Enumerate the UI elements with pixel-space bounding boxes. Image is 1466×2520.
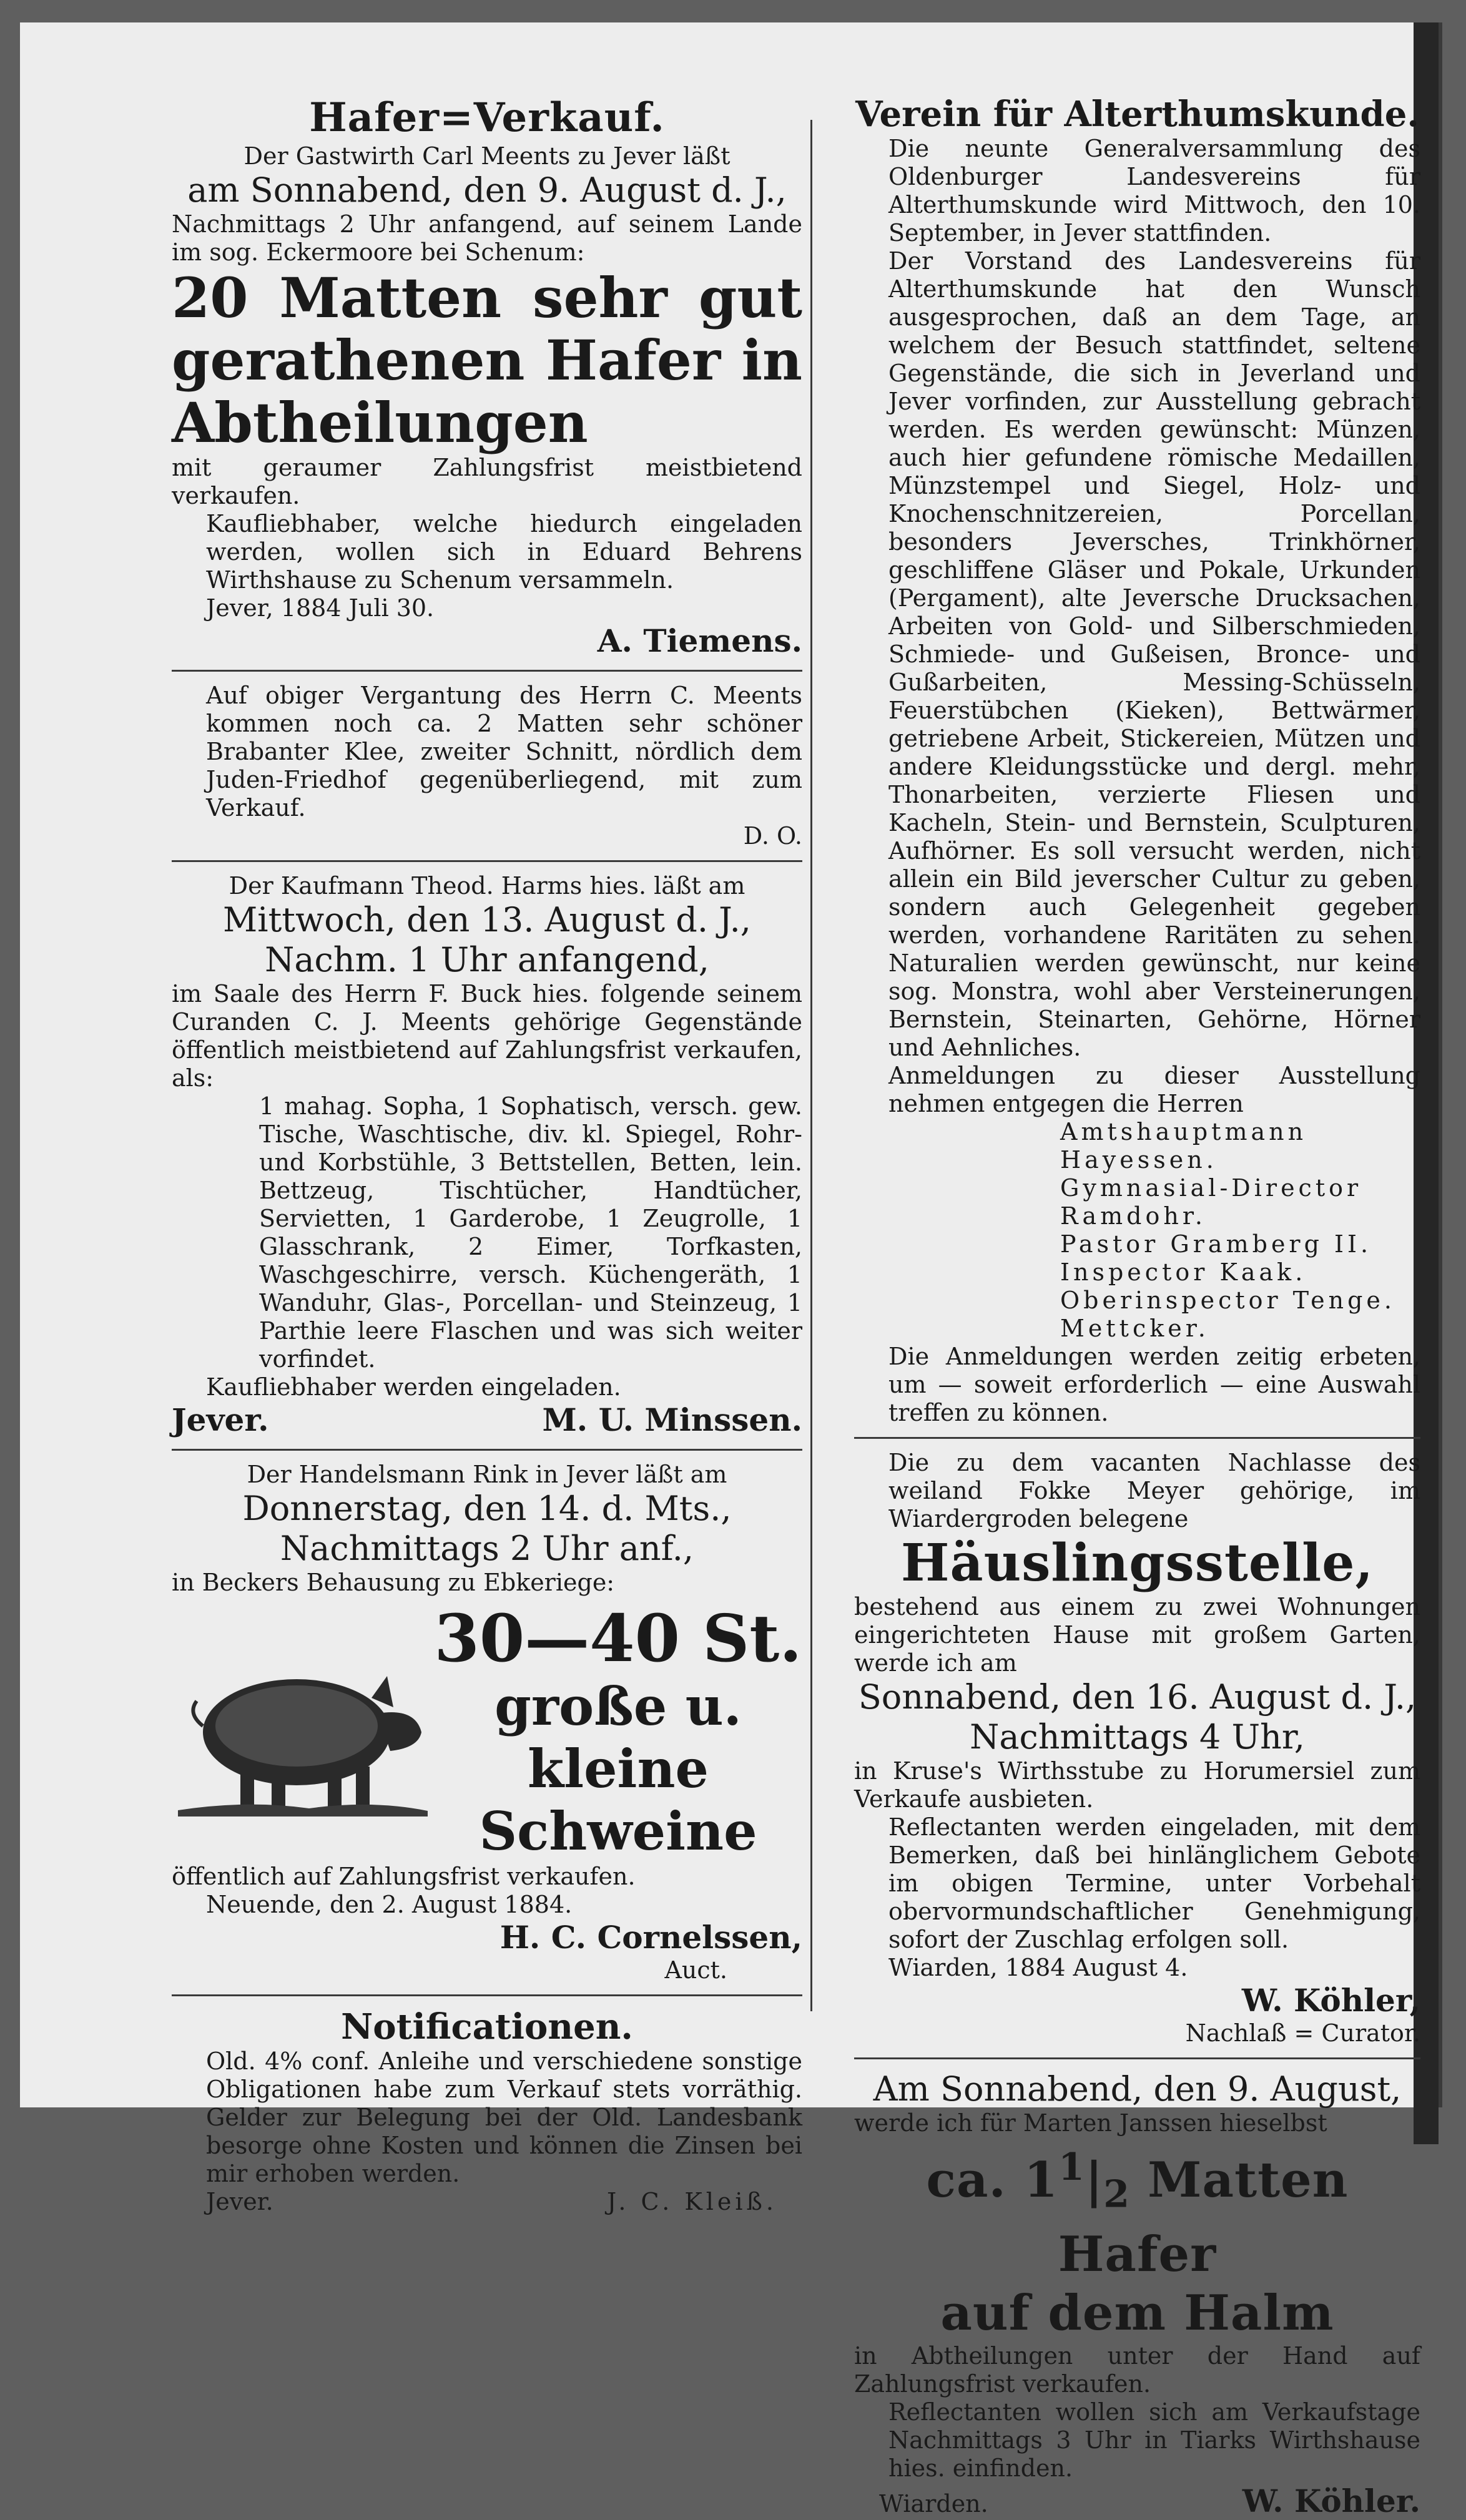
names-list — [854, 1118, 1420, 1343]
ad-signature: M. U. Minssen. — [542, 1401, 802, 1438]
section-rule — [172, 1449, 802, 1451]
ad-text: Auf obiger Vergantung des Herrn C. Meents kommen noch ca. 2 Matten sehr schöner Brabanter Klee, zweiter Schnitt, nördlich dem Juden-Friedhof gegenüberliegend, mit zum Verkauf. — [206, 682, 802, 821]
section-rule — [854, 2057, 1420, 2059]
ad-paragraph: Die Anmeldungen werden zeitig erbeten, um — soweit erforderlich — eine Auswahl treffen zu können. — [888, 1343, 1420, 1426]
ad-line: Der Gastwirth Carl Meents zu Jever läßt — [244, 142, 731, 170]
ad-title: Verein für Alterthumskunde. — [855, 94, 1419, 135]
section-rule — [172, 670, 802, 672]
column-divider — [810, 120, 812, 2011]
fraction-numerator: 1 — [1058, 2145, 1085, 2189]
ad-title: Häuslingsstelle, — [900, 1533, 1374, 1593]
ad-date-line: Donnerstag, den 14. d. Mts., — [242, 1489, 732, 1528]
ad-initials: D. O. — [743, 822, 802, 850]
ad-line: Reflectanten wollen sich am Verkaufstage Nachmittags 3 Uhr in Tiarks Wirthshause hies. einfinden. — [888, 2398, 1420, 2482]
ad-line: öffentlich auf Zahlungsfrist verkaufen. — [172, 1863, 636, 1890]
ad-signature: W. Köhler. — [1242, 2482, 1420, 2519]
name-entry: Mettcker. — [1060, 1315, 1209, 1342]
ad-item-list: 1 mahag. Sopha, 1 Sophatisch, versch. gew. Tische, Waschtische, div. kl. Spiegel, Rohr- und Korbstühle, 3 Bettstellen, Betten, lein. Bettzeug, Tischtücher, Handtücher, Servietten, 1 Garderobe, 1 Zeugrolle, 1 Glasschrank, 2 Eimer, Torfkasten, Waschgeschirre, versch. Küchengeräth, 1 Wanduhr, Glas-, Porcellan- und Steinzeug, 1 Parthie leere Flaschen und was sich weiter vorfindet. — [259, 1092, 802, 1373]
ad-line: im Saale des Herrn F. Buck hies. folgende seinem Curanden C. J. Meents gehörige Gegenstände öffentlich meistbietend auf Zahlungsfrist verkaufen, als: — [172, 980, 802, 1092]
ad-line: Der Handelsmann Rink in Jever läßt am — [247, 1461, 727, 1488]
ad-title: Notificationen. — [341, 2006, 633, 2047]
name-entry: Inspector Kaak. — [1060, 1258, 1307, 1286]
ad-line: werde ich für Marten Janssen hieselbst — [854, 2109, 1327, 2137]
ad-place: Jever. — [172, 1401, 269, 1438]
ad-time-line: Nachmittags 4 Uhr, — [970, 1717, 1305, 1757]
ad-headline: auf dem Halm — [940, 2284, 1334, 2341]
ad-hafer-halm — [854, 2069, 1420, 2520]
ad-paragraph: Der Vorstand des Landesvereins für Alterthumskunde hat den Wunsch ausgesprochen, daß an dem Tage, an welchem der Besuch stattfindet, seltene Gegenstände, die sich in Jeverland und Jever vorfinden, zur Ausstellung gebracht werden. Es werden gewünscht: Münzen, auch hier gefundene römische Medaillen, Münzstempel und Siegel, Holz- und Knochenschnitzereien, Porcellan, besonders Jeversches, Trinkhörner, geschliffene Gläser und Pokale, Urkunden (Pergament), alte Jeversche Drucksachen, Arbeiten von Gold- und Silberschmieden, Schmiede- und Gußeisen, Bronce- und Gußarbeiten, Messing-Schüsseln, Feuerstübchen (Kieken), Bettwärmer, getriebene Arbeit, Stickereien, Mützen und andere Kleidungsstücke und dergl. mehr, Thonarbeiten, verzierte Fliesen und Kacheln, Stein- und Bernstein, Sculpturen, Aufhörner. Es soll versucht werden, nicht allein ein Bild jeverscher Cultur zu geben, sondern auch Gelegenheit gegeben werden, vorhandene Raritäten zu sehen. Naturalien werden gewünscht, nur keine sog. Monstra, wohl aber Versteinerungen, Bernstein, Steinarten, Gehörne, Hörner und Aehnliches. — [888, 247, 1420, 1061]
ad-hafer-verkauf — [172, 94, 802, 660]
ad-notificationen — [172, 2006, 802, 2216]
section-rule — [172, 1994, 802, 1996]
ad-line: in Kruse's Wirthsstube zu Horumersiel zum Verkaufe ausbieten. — [854, 1757, 1420, 1813]
ad-auction-harms — [172, 872, 802, 1439]
headline-prefix: ca. 1 — [926, 2152, 1059, 2209]
ad-headline: ca. $1^1|_2$ Matten Hafer — [926, 2145, 1349, 2283]
pig-block — [172, 1602, 802, 1863]
ad-place: Wiarden. — [879, 2489, 988, 2518]
ad-headline: 20 Matten sehr gut gerathenen Hafer in Abtheilungen — [172, 265, 802, 455]
ad-date-line: Am Sonnabend, den 9. August, — [873, 2069, 1402, 2109]
section-rule — [172, 860, 802, 862]
ad-line: in Beckers Behausung zu Ebkeriege: — [172, 1569, 615, 1596]
ad-footer — [172, 1401, 802, 1439]
ad-title: Hafer=Verkauf. — [309, 94, 665, 141]
ad-text: Old. 4% conf. Anleihe und verschiedene sonstige Obligationen habe zum Verkauf stets vorräthig. Gelder zur Belegung bei der Old. Landesbank besorge ohne Kosten und können die Zinsen bei mir erhoben werden. — [206, 2047, 802, 2187]
ad-time-line: Nachmittags 2 Uhr anf., — [280, 1529, 694, 1568]
pig-illustration — [172, 1639, 434, 1826]
ad-date-line: Sonnabend, den 16. August d. J., — [858, 1677, 1417, 1717]
ad-paragraph: Die neunte Generalversammlung des Oldenburger Landesvereins für Alterthumskunde wird Mittwoch, den 10. September, in Jever stattfinden. — [888, 135, 1420, 247]
ad-role: Nachlaß = Curator. — [1185, 2019, 1420, 2047]
ad-line: Reflectanten werden eingeladen, mit dem Bemerken, daß bei hinlänglichem Gebote im obigen Termine, unter Vorbehalt obervormundschaftlicher Genehmigung, sofort der Zuschlag erfolgen soll. — [888, 1813, 1420, 1953]
right-column — [854, 94, 1420, 2520]
left-column — [172, 94, 802, 2216]
ad-signature: A. Tiemens. — [597, 622, 802, 659]
section-rule — [854, 1437, 1420, 1439]
ad-dateline: Wiarden, 1884 August 4. — [888, 1954, 1188, 1981]
ad-line: Kaufliebhaber, welche hiedurch eingeladen werden, wollen sich in Eduard Behrens Wirthshause zu Schenum versammeln. — [206, 510, 802, 594]
ad-line: Die zu dem vacanten Nachlasse des weiland Fokke Meyer gehörige, im Wiardergroden belegene — [888, 1449, 1420, 1532]
ad-dateline: Neuende, den 2. August 1884. — [206, 1891, 573, 1918]
ad-signature: J. C. Kleiß. — [607, 2188, 777, 2215]
ad-date-line: am Sonnabend, den 9. August d. J., — [187, 170, 787, 210]
pig-headline — [434, 1602, 802, 1863]
name-entry: Amtshauptmann Hayessen. — [1060, 1118, 1307, 1174]
ad-line: Kaufliebhaber werden eingeladen. — [206, 1373, 621, 1401]
ad-line: in Abtheilungen unter der Hand auf Zahlungsfrist verkaufen. — [854, 2341, 1420, 2398]
fraction-denominator: 2 — [1103, 2172, 1131, 2217]
name-entry: Oberinspector Tenge. — [1060, 1287, 1395, 1314]
ad-klee — [172, 682, 802, 850]
ad-dateline: Jever, 1884 Juli 30. — [206, 594, 435, 622]
ad-paragraph: Anmeldungen zu dieser Ausstellung nehmen entgegen die Herren — [888, 1062, 1420, 1117]
name-entry: Pastor Gramberg II. — [1060, 1230, 1372, 1258]
ad-line: Der Kaufmann Theod. Harms hies. läßt am — [229, 872, 745, 900]
ad-line: Nachmittags 2 Uhr anfangend, auf seinem Lande im sog. Eckermoore bei Schenum: — [172, 210, 802, 266]
ad-verein-alterthumskunde — [854, 94, 1420, 1427]
ad-place: Jever. — [206, 2188, 273, 2215]
ad-subject: Schweine — [479, 1800, 757, 1862]
ad-footer — [854, 2483, 1420, 2520]
headline-suffix: Matten Hafer — [1058, 2152, 1349, 2283]
ad-line: mit geraumer Zahlungsfrist meistbietend verkaufen. — [172, 454, 802, 509]
ad-date-line: Mittwoch, den 13. August d. J., — [223, 900, 751, 939]
ad-role: Auct. — [664, 1956, 727, 1984]
ad-signature: H. C. Cornelssen, — [499, 1919, 802, 1956]
ad-line: bestehend aus einem zu zwei Wohnungen eingerichteten Hause mit großem Garten, werde ich am — [854, 1593, 1420, 1677]
ad-quantity: 30—40 St. — [434, 1600, 802, 1677]
ad-haeuslingsstelle — [854, 1449, 1420, 2047]
ad-schweine — [172, 1461, 802, 1984]
ad-time-line: Nachm. 1 Uhr anfangend, — [265, 940, 709, 979]
ad-signature: W. Köhler, — [1241, 1982, 1420, 2019]
ad-footer — [172, 2188, 802, 2216]
name-entry: Gymnasial-Director Ramdohr. — [1060, 1174, 1362, 1230]
ad-subject: große u. kleine — [494, 1675, 742, 1800]
